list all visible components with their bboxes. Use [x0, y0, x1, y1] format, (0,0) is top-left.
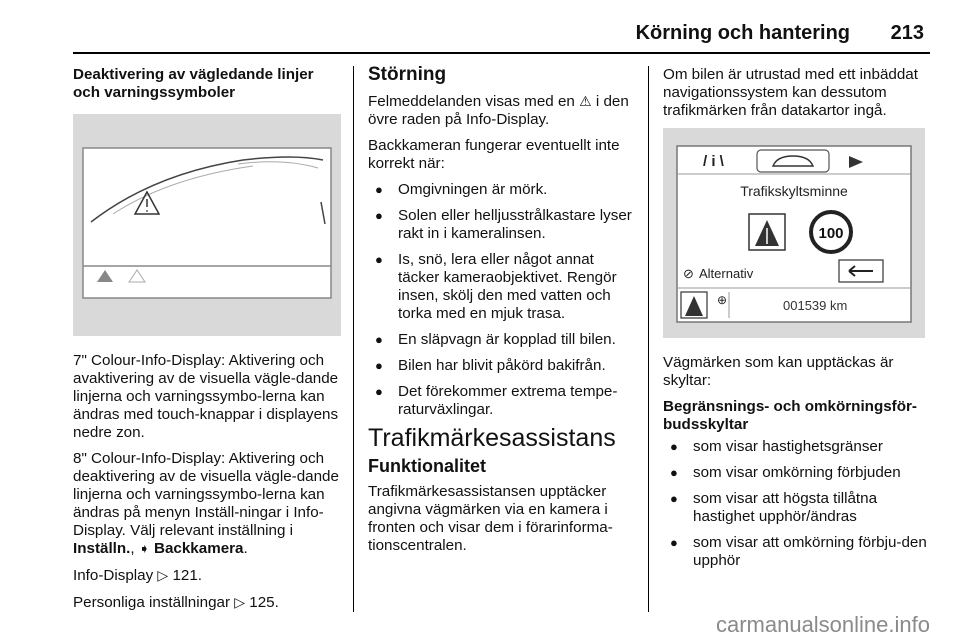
fault-para-1-a: Felmeddelanden visas med en — [368, 93, 575, 110]
ref-info-display-page: 121. — [172, 567, 202, 584]
header-rule — [73, 52, 930, 54]
traffic-sign-display-illustration — [663, 128, 925, 338]
column-1 — [73, 66, 341, 620]
section-title: Körning och hantering — [635, 22, 850, 44]
rear-camera-figure — [73, 114, 341, 336]
watermark[interactable]: carmanualsonline.info — [715, 612, 930, 637]
ref-personal-settings-text: Personliga inställningar — [73, 594, 231, 611]
traffic-sign-assistant-heading: Trafikmärkesassistans — [368, 424, 616, 452]
ref-info-display — [73, 566, 341, 585]
menu-path-end: . — [243, 540, 248, 557]
fault-para-2: Backkameran fungerar eventuellt inte korrekt när: — [368, 137, 620, 172]
col1-para-8inch — [73, 450, 341, 558]
col1-para-7inch: 7" Colour-Info-Display: Aktivering och avaktivering av de visuella vägle-dande linjerna och varningssymbo-lerna kan ändras med touch-knappar i displayens nedre zon. — [73, 352, 339, 441]
svg-text:⊕: ⊕ — [717, 293, 728, 307]
ref-personal-settings-page: 125. — [249, 594, 279, 611]
restriction-signs-list — [663, 438, 931, 570]
alternative-label: Alternativ — [699, 266, 754, 281]
fault-conditions-list — [368, 181, 634, 419]
navigation-para: Om bilen är utrustad med ett inbäddat navigationssystem kan dessutom trafikmärken från datakartor ingå. — [663, 66, 918, 119]
ref-personal-settings — [73, 593, 341, 612]
rear-camera-illustration — [73, 114, 341, 336]
list-item: ● som visar att omkörning förbju-den upphör — [663, 534, 931, 570]
fault-heading: Störning — [368, 64, 447, 85]
page-ref-icon: ▷ — [234, 594, 246, 610]
list-item: ● Bilen har blivit påkörd bakifrån. — [368, 357, 634, 375]
list-item: ● Solen eller helljusstrålkastare lyser rakt in i kameralinsen. — [368, 207, 634, 243]
list-item: ● som visar omkörning förbjuden — [663, 464, 931, 482]
warning-triangle-icon: ⚠ — [579, 93, 592, 109]
restriction-signs-heading: Begränsnings- och omkörningsför-budsskyltar — [663, 398, 917, 433]
column-divider — [648, 66, 649, 612]
odometer-value: 001539 km — [783, 298, 848, 313]
column-divider — [353, 66, 354, 612]
menu-path-settings: Inställn. — [73, 540, 131, 557]
traffic-sign-memory-figure — [663, 128, 925, 338]
guide-lines-heading: Deaktivering av vägledande linjer och varningssymboler — [73, 66, 314, 101]
list-item: ● som visar att högsta tillåtna hastighet upphör/ändras — [663, 490, 931, 526]
menu-path-rear-camera: Backkamera — [154, 540, 244, 557]
page-header — [0, 8, 960, 48]
fault-para-1 — [368, 92, 634, 129]
column-2 — [368, 66, 634, 563]
speed-limit-value: 100 — [818, 225, 844, 242]
arrow-right-icon: ➧ — [138, 541, 150, 556]
svg-text:/ i \: / i \ — [703, 153, 724, 170]
menu-path-separator: , — [130, 540, 135, 557]
ref-info-display-text: Info-Display — [73, 567, 154, 584]
detectable-signs-para: Vägmärken som kan upptäckas är skyltar: — [663, 354, 894, 389]
page-number: 213 — [890, 22, 924, 44]
col1-para-8inch-text: 8" Colour-Info-Display: Aktivering och deaktivering av de visuella vägle-dande linjerna och varningssymbo-lerna kan ändras på menyn Inställ-ningar i Info-Display. Välj relevant inställning i — [73, 450, 339, 539]
figure-title: Trafikskyltsminne — [740, 183, 848, 199]
column-3 — [663, 66, 931, 578]
list-item: ● Is, snö, lera eller något annat täcker kameraobjektivet. Rengör insen, skölj den med vatten och torka med en mjuk trasa. — [368, 251, 634, 323]
list-item: ● Omgivningen är mörk. — [368, 181, 634, 199]
svg-text:⊘: ⊘ — [683, 266, 694, 281]
list-item: ● En släpvagn är kopplad till bilen. — [368, 331, 634, 349]
fault-para-1-b: i den övre raden på Info-Display. — [368, 93, 629, 128]
functionality-heading: Funktionalitet — [368, 456, 486, 476]
functionality-para: Trafikmärkesassistansen upptäcker angivna vägmärken via en kamera i fronten och visar dem i förarinforma-tionscentralen. — [368, 483, 613, 554]
list-item: ● som visar hastighetsgränser — [663, 438, 931, 456]
page-ref-icon: ▷ — [157, 567, 169, 583]
list-item: ● Det förekommer extrema tempe-raturväxlingar. — [368, 383, 634, 419]
